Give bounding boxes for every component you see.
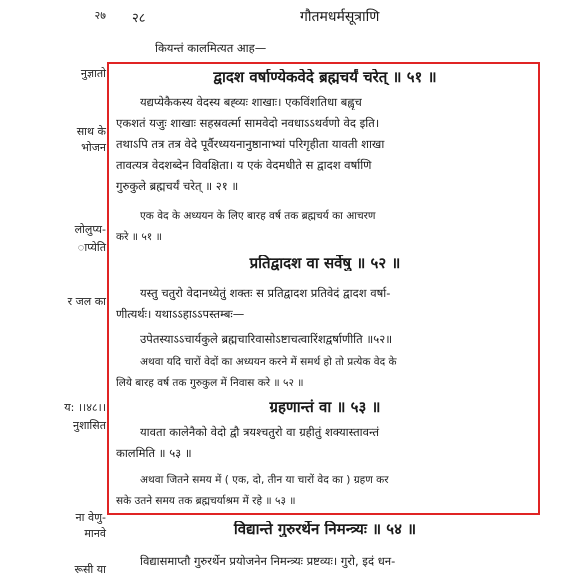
intro-line: कियन्तं कालमित्यत आह—: [155, 41, 267, 55]
commentary-line: तथाऽपि तत्र तत्र वेदे पूर्वैरध्ययनानुष्ठानाभ्यां परिगृहीता यावती शाखा: [116, 137, 385, 151]
commentary-line: तावत्यत्र वेदशब्देन विवक्षिता। य एकं वेदमधीते स द्वादश वर्षाणि: [116, 158, 372, 172]
highlight-box: [107, 62, 540, 515]
gloss-line: करे ॥ ५१ ॥: [116, 231, 162, 243]
sutra-heading: प्रतिद्वादश वा सर्वेषु ॥ ५२ ॥: [249, 255, 401, 271]
gloss-line: अथवा यदि चारों वेदों का अध्ययन करने में समर्थ हो तो प्रत्येक वेद के: [140, 356, 397, 368]
sutra-heading: विद्यान्ते गुरुरर्थेन निमन्त्र्यः ॥ ५४ ॥: [233, 521, 417, 537]
margin-fragment: लोलुप्य-: [74, 223, 106, 236]
commentary-line: एकशतं यजुः शाखाः सहस्रवर्त्मा सामवेदो नवधाऽऽथर्वणो वेद इति।: [116, 116, 380, 130]
margin-fragment: ाप्येति: [77, 241, 106, 254]
commentary-line: यावता कालेनैको वेदो द्वौ त्रयश्चतुरो वा ग्रहीतुं शक्यास्तावन्तं: [140, 425, 380, 439]
commentary-line: णीत्यर्थः। यथाऽऽहाऽऽपस्तम्बः—: [116, 307, 245, 321]
margin-fragment: र जल का: [67, 295, 106, 308]
commentary-line: यद्यप्येकैकस्य वेदस्य बह्व्यः शाखाः। एकविंशतिधा बह्वृच: [140, 95, 362, 109]
commentary-line: विद्यासमाप्तौ गुरुरर्थेन प्रयोजनेन निमन्त्र्यः प्रष्टव्यः। गुरो, इदं धन-: [140, 554, 396, 568]
commentary-line: उपेतस्याऽऽचार्यकुले ब्रह्मचारिवासोऽष्टाचत्वारिंशद्वर्षाणीति ॥५२॥: [140, 332, 393, 346]
page-title: गौतमधर्मसूत्राणि: [300, 9, 380, 25]
sutra-heading: द्वादश वर्षाण्येकवेदे ब्रह्मचर्यं चरेत् ॥ ५१ ॥: [213, 69, 437, 85]
sutra-heading: ग्रहणान्तं वा ॥ ५३ ॥: [269, 399, 381, 415]
margin-fragment: य: ।।४८।।: [64, 401, 106, 414]
left-page-number: २७: [94, 9, 106, 22]
margin-fragment: ना वेणु-: [75, 511, 106, 524]
gloss-line: अथवा जितने समय में ( एक, दो, तीन या चारों वेद का ) ग्रहण कर: [140, 474, 389, 486]
gloss-line: एक वेद के अध्ययन के लिए बारह वर्ष तक ब्रह्मचर्य का आचरण: [140, 210, 376, 222]
margin-fragment: रूसी या: [74, 563, 106, 576]
margin-fragment: नुशासित: [73, 419, 106, 432]
left-page-margin: [0, 0, 110, 580]
margin-fragment: साथ के: [76, 125, 106, 138]
margin-fragment: नुज्ञातो: [80, 67, 106, 80]
margin-fragment: मानवे: [84, 527, 106, 540]
commentary-line: यस्तु चतुरो वेदानध्येतुं शक्तः स प्रतिद्वादश प्रतिवेदं द्वादश वर्षा-: [140, 286, 391, 300]
margin-fragment: भोजन: [81, 141, 106, 154]
page-number: २८: [132, 11, 146, 26]
commentary-line: कालमिति ॥ ५३ ॥: [116, 446, 192, 460]
commentary-line: गुरुकुले ब्रह्मचर्यं चरेत् ॥ २१ ॥: [116, 179, 239, 193]
gloss-line: सके उतने समय तक ब्रह्मचर्याश्रम में रहे ॥ ५३ ॥: [116, 495, 296, 507]
page-header: [120, 6, 560, 28]
gloss-line: लिये बारह वर्ष तक गुरुकुल में निवास करे ॥ ५२ ॥: [116, 377, 304, 389]
